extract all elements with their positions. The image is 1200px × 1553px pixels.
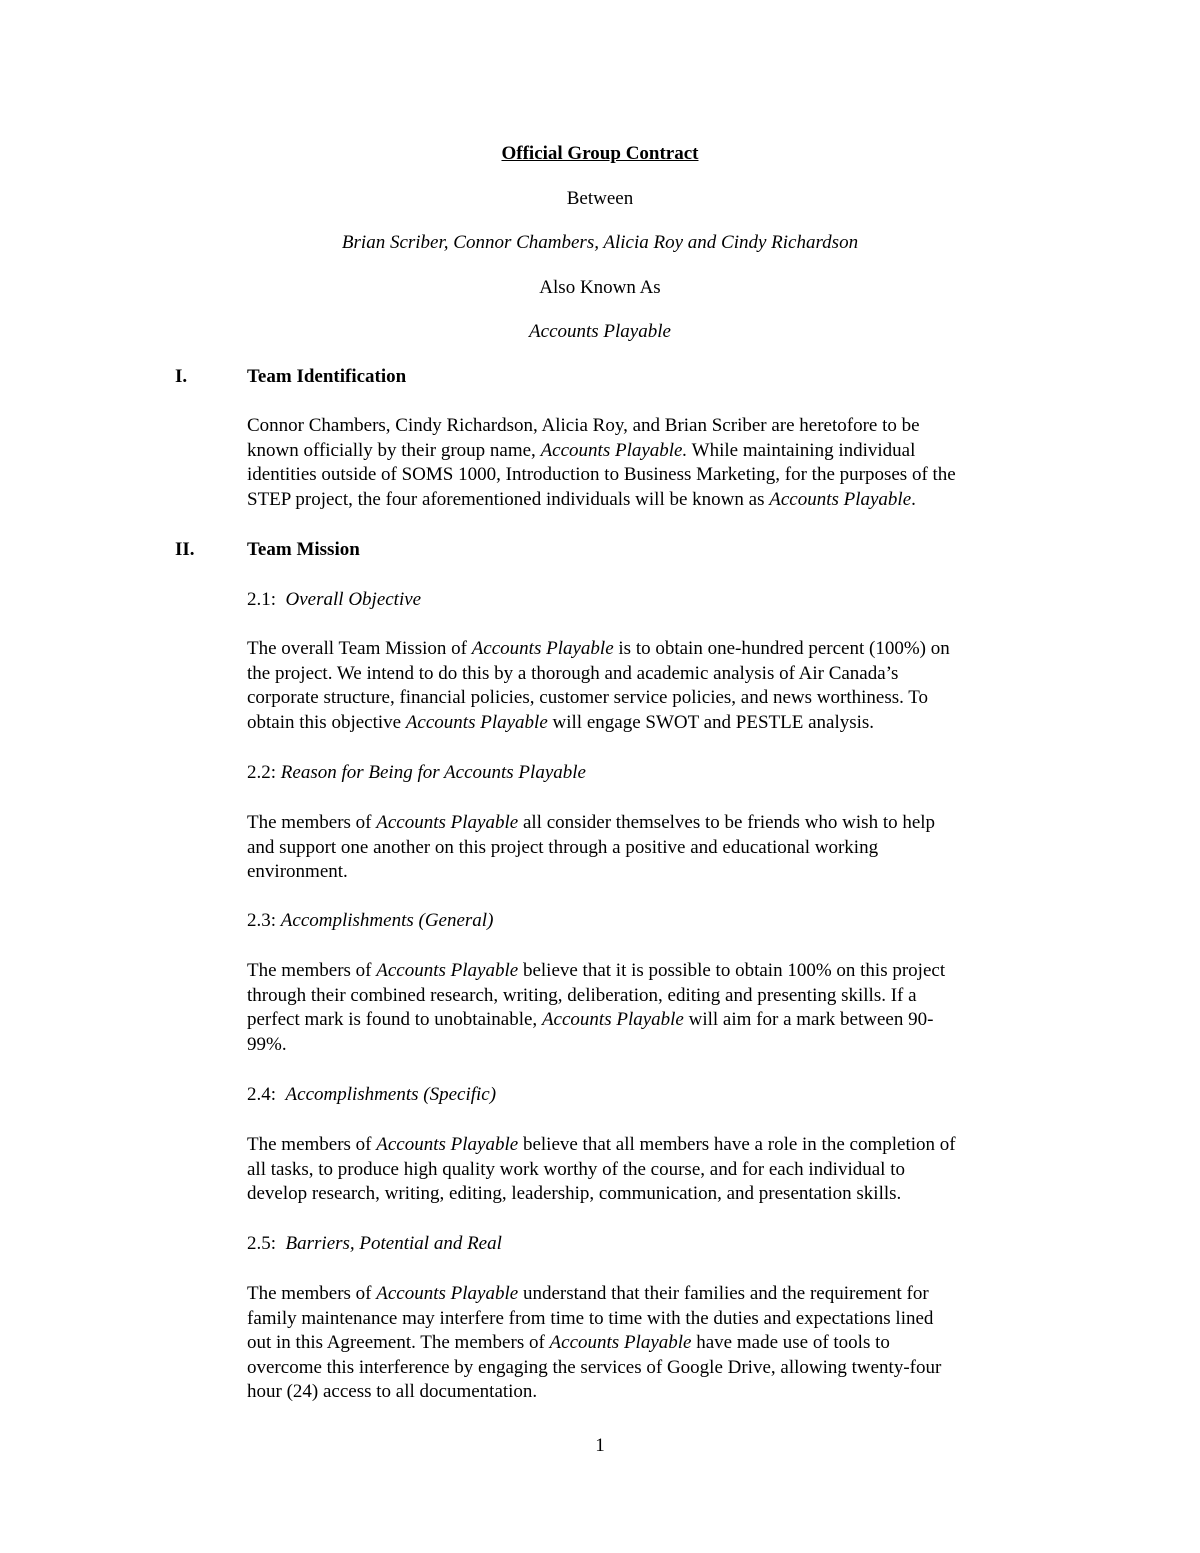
subsection-title: Accomplishments (General) — [280, 910, 494, 931]
text-run: have made use of tools to — [691, 1332, 890, 1354]
paragraph-line — [247, 463, 1067, 488]
text-run: out in this Agreement. The members of — [247, 1332, 550, 1354]
paragraph-line — [247, 1282, 1067, 1307]
section-1-title: Team Identification — [247, 366, 407, 387]
subsection-2-4-heading — [247, 1083, 496, 1107]
text-run: The overall Team Mission of — [247, 638, 472, 659]
italic-text: Accounts Playable — [541, 1009, 684, 1031]
paragraph-line — [247, 1133, 1067, 1158]
paragraph-line — [247, 439, 1067, 464]
text-run: perfect mark is found to unobtainable, — [247, 1009, 542, 1031]
group-name: Accounts Playable — [529, 321, 671, 342]
parties-names: Brian Scriber, Connor Chambers, Alicia Roy and Cindy Richardson — [341, 232, 859, 253]
paragraph-line — [247, 1331, 1067, 1356]
text-run: corporate structure, financial policies, customer service policies, and news worthiness. To — [247, 687, 929, 709]
subsection-2-1-paragraph — [247, 637, 1067, 735]
paragraph-line — [247, 1356, 1067, 1381]
subsection-title: Accomplishments (Specific) — [285, 1084, 497, 1105]
text-run: While maintaining individual — [687, 439, 916, 461]
document-title: Official Group Contract — [501, 143, 699, 164]
italic-text: Accounts Playable. — [540, 439, 688, 461]
text-run: will aim for a mark between 90- — [683, 1009, 934, 1031]
paragraph-line — [247, 662, 1067, 687]
text-run: all tasks, to produce high quality work worthy of the course, and for each individual to — [247, 1158, 905, 1180]
subsection-2-3-paragraph — [247, 959, 1067, 1057]
subsection-number: 2.5: — [247, 1233, 277, 1254]
subsection-2-4-paragraph — [247, 1133, 1067, 1207]
paragraph-line — [247, 836, 1067, 861]
section-1-number: I. — [175, 366, 188, 387]
text-run: family maintenance may interfere from time to time with the duties and expectations lined — [247, 1307, 934, 1329]
paragraph-line — [247, 1182, 1067, 1207]
paragraph-line — [247, 860, 1067, 885]
paragraph-line — [247, 959, 1067, 984]
subsection-2-5-heading — [247, 1232, 502, 1256]
page-number: 1 — [595, 1435, 605, 1456]
paragraph-line — [247, 1008, 1067, 1033]
italic-text: Accounts Playable — [471, 638, 614, 659]
italic-text: Accounts Playable — [769, 488, 912, 510]
subsection-number: 2.3: — [247, 910, 277, 931]
italic-text: Accounts Playable — [549, 1332, 692, 1354]
text-run: obtain this objective — [247, 711, 406, 733]
text-run: 99%. — [247, 1033, 287, 1055]
text-run: all consider themselves to be friends who wish to help — [518, 812, 936, 833]
subsection-2-1-heading — [247, 588, 421, 612]
paragraph-line — [247, 1380, 1067, 1405]
text-run: is to obtain one-hundred percent (100%) on — [613, 638, 950, 659]
paragraph-line — [247, 637, 1067, 662]
paragraph-line — [247, 984, 1067, 1009]
text-run: The members of — [247, 812, 377, 833]
subsection-2-2-heading — [247, 761, 586, 785]
subsection-number: 2.4: — [247, 1084, 277, 1105]
text-run: and support one another on this project through a positive and educational working — [247, 836, 879, 858]
text-run: The members of — [247, 1283, 377, 1304]
paragraph-line — [247, 414, 1067, 439]
text-run: understand that their families and the requirement for — [518, 1283, 929, 1304]
italic-text: Accounts Playable — [376, 812, 519, 833]
text-run: will engage SWOT and PESTLE analysis. — [547, 711, 875, 733]
text-run: The members of — [247, 960, 377, 981]
subsection-2-3-heading — [247, 909, 493, 933]
aka-label: Also Known As — [539, 277, 661, 298]
text-run: Connor Chambers, Cindy Richardson, Alicia Roy, and Brian Scriber are heretofore to be — [247, 415, 920, 436]
paragraph-line — [247, 711, 1067, 736]
subsection-title: Barriers, Potential and Real — [285, 1233, 502, 1254]
italic-text: Accounts Playable — [376, 960, 519, 981]
subsection-2-2-paragraph — [247, 811, 1067, 885]
subsection-title: Reason for Being for Accounts Playable — [280, 762, 586, 783]
text-run: the project. We intend to do this by a thorough and academic analysis of Air Canada’s — [247, 662, 899, 684]
text-run: develop research, writing, editing, leadership, communication, and presentation skills. — [247, 1183, 902, 1205]
paragraph-line — [247, 811, 1067, 836]
paragraph-line — [247, 1033, 1067, 1058]
text-run: hour (24) access to all documentation. — [247, 1381, 538, 1403]
subsection-title: Overall Objective — [285, 589, 422, 610]
subsection-2-5-paragraph — [247, 1282, 1067, 1405]
between-label: Between — [566, 188, 634, 209]
text-run: believe that it is possible to obtain 100% on this project — [518, 960, 946, 981]
text-run: STEP project, the four aforementioned individuals will be known as — [247, 488, 770, 510]
text-run: The members of — [247, 1134, 377, 1155]
text-run: through their combined research, writing, deliberation, editing and presenting skills. If a — [247, 984, 917, 1006]
italic-text: Accounts Playable — [405, 711, 548, 733]
subsection-number: 2.2: — [247, 762, 277, 783]
italic-text: Accounts Playable — [376, 1283, 519, 1304]
text-run: overcome this interference by engaging the services of Google Drive, allowing twenty-four — [247, 1356, 942, 1378]
paragraph-line — [247, 1158, 1067, 1183]
paragraph-line — [247, 1307, 1067, 1332]
text-run: known officially by their group name, — [247, 439, 541, 461]
text-run: environment. — [247, 861, 348, 883]
text-run: identities outside of SOMS 1000, Introduction to Business Marketing, for the purposes of the — [247, 464, 956, 486]
italic-text: Accounts Playable — [376, 1134, 519, 1155]
section-1-paragraph — [247, 414, 1067, 512]
subsection-number: 2.1: — [247, 589, 277, 610]
section-2-title: Team Mission — [247, 539, 360, 560]
text-run: believe that all members have a role in the completion of — [518, 1134, 956, 1155]
text-run: . — [911, 488, 916, 510]
section-2-number: II. — [175, 539, 195, 560]
paragraph-line — [247, 686, 1067, 711]
paragraph-line — [247, 488, 1067, 513]
